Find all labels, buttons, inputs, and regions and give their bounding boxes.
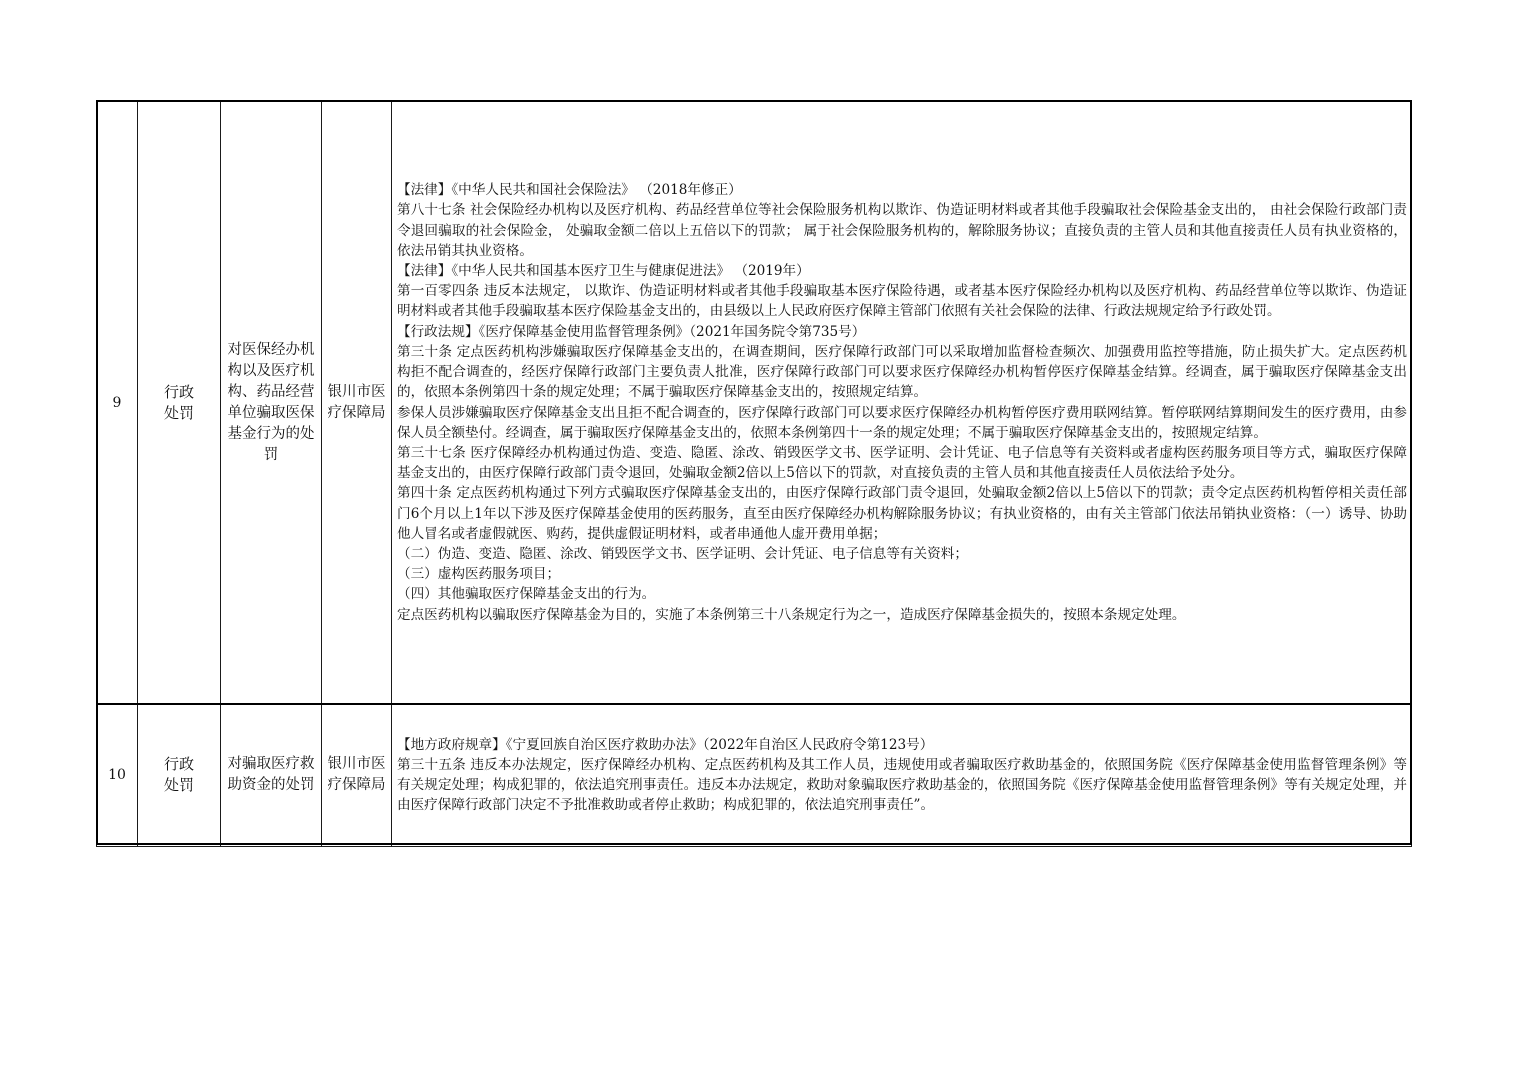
basis-line: 定点医药机构以骗取医疗保障基金为目的，实施了本条例第三十八条规定行为之一，造成医疗保障基金损失的，按照本条规定处理。 [397,606,1186,623]
basis-line: 第一百零四条 违反本法规定， 以欺诈、伪造证明材料或者其他手段骗取基本医疗保险待遇，或者基本医疗保险经办机构以及医疗机构、药品经营单位等以欺诈、伪造证明材料或者其他手段骗取基本医疗保险基金支出的，由县级以上人民政府医疗保障主管部门依照有关社会保险的法律、行政法规规定给予行政处罚。 [397,283,1407,320]
basis-line: （二）伪造、变造、隐匿、涂改、销毁医学文书、医学证明、会计凭证、电子信息等有关资料； [397,545,968,562]
basis-line: 第三十条 定点医药机构涉嫌骗取医疗保障基金支出的，在调查期间，医疗保障行政部门可以采取增加监督检查频次、加强费用监控等措施，防止损失扩大。定点医药机构拒不配合调查的，经医疗保障行政部门主要负责人批准，医疗保障行政部门可以要求医疗保障经办机构暂停医疗保障基金结算。经调查，属于骗取医疗保障基金支出的，依照本条例第四十条的规定处理；不属于骗取医疗保障基金支出的，按照规定结算。 [397,343,1407,401]
basis-line: 参保人员涉嫌骗取医疗保障基金支出且拒不配合调查的，医疗保障行政部门可以要求医疗保障经办机构暂停医疗费用联网结算。暂停联网结算期间发生的医疗费用，由参保人员全额垫付。经调查，属于骗取医疗保障基金支出的，依照本条例第四十一条的规定处理；不属于骗取医疗保障基金支出的，按照规定结算。 [397,404,1407,441]
basis-line: （四）其他骗取医疗保障基金支出的行为。 [397,586,656,603]
penalty-type: 行政处罚 [138,101,221,704]
basis-line: 【行政法规】《医疗保障基金使用监督管理条例》（2021年国务院令第735号） [397,323,866,340]
table-row [97,704,1412,846]
penalty-type: 行政处罚 [138,704,221,846]
responsible-department: 银川市医疗保障局 [322,101,392,704]
basis-line: 【地方政府规章】《宁夏回族自治区医疗救助办法》（2022年自治区人民政府令第123号） [397,736,934,753]
penalty-item: 对医保经办机构以及医疗机构、药品经营单位骗取医保基金行为的处罚 [221,101,322,704]
responsible-department: 银川市医疗保障局 [322,704,392,846]
regulation-table [96,100,1412,847]
basis-line: 第三十五条 违反本办法规定，医疗保障经办机构、定点医药机构及其工作人员，违规使用或者骗取医疗救助基金的，依照国务院《医疗保障基金使用监督管理条例》等有关规定处理；构成犯罪的，依法追究刑事责任。违反本办法规定，救助对象骗取医疗救助基金的，依照国务院《医疗保障基金使用监督管理条例》等有关规定处理，并由医疗保障行政部门决定不予批准救助或者停止救助；构成犯罪的，依法追究刑事责任”。 [397,757,1407,814]
row-number: 10 [97,704,138,846]
basis-line: 第八十七条 社会保险经办机构以及医疗机构、药品经营单位等社会保险服务机构以欺诈、伪造证明材料或者其他手段骗取社会保险基金支出的， 由社会保险行政部门责令退回骗取的社会保险金， 处骗取金额二倍以上五倍以下的罚款； 属于社会保险服务机构的，解除服务协议；直接负责的主管人员和其他直接责任人员有执业资格的，依法吊销其执业资格。 [397,202,1407,259]
basis-line: （三）虚构医药服务项目； [397,566,561,583]
row-number: 9 [97,101,138,704]
table-row [97,101,1412,704]
basis-line: 【法律】《中华人民共和国基本医疗卫生与健康促进法》 （2019年） [397,263,810,280]
basis-line: 第三十七条 医疗保障经办机构通过伪造、变造、隐匿、涂改、销毁医学文书、医学证明、会计凭证、电子信息等有关资料或者虚构医药服务项目等方式，骗取医疗保障基金支出的，由医疗保障行政部门责令退回，处骗取金额2倍以上5倍以下的罚款，对直接负责的主管人员和其他直接责任人员依法给予处分。 [397,444,1407,482]
legal-basis [392,101,1412,704]
basis-line: 【法律】《中华人民共和国社会保险法》 （2018年修正） [397,182,742,199]
legal-basis [392,704,1412,846]
basis-line: 第四十条 定点医药机构通过下列方式骗取医疗保障基金支出的，由医疗保障行政部门责令退回，处骗取金额2倍以上5倍以下的罚款；责令定点医药机构暂停相关责任部门6个月以上1年以下涉及医疗保障基金使用的医药服务，直至由医疗保障经办机构解除服务协议；有执业资格的，由有关主管部门依法吊销执业资格：（一）诱导、协助他人冒名或者虚假就医、购药，提供虚假证明材料，或者串通他人虚开费用单据； [397,485,1407,542]
penalty-item: 对骗取医疗救助资金的处罚 [221,704,322,846]
